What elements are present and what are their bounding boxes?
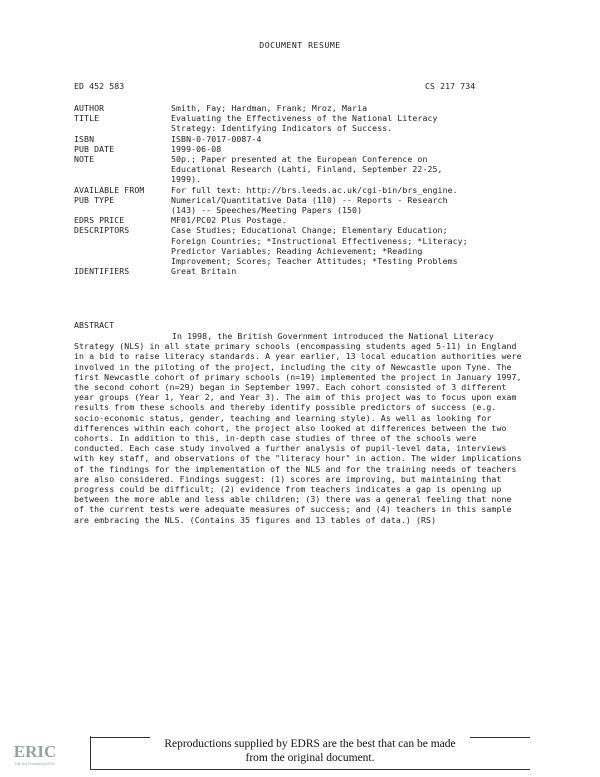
field-author <box>74 103 534 113</box>
field-value: Numerical/Quantitative Data (110) -- Reports - Research (143) -- Speeches/Meeting Papers (150) <box>171 194 448 216</box>
field-value: 1999-06-08 <box>171 143 222 154</box>
field-pub-date <box>74 144 534 154</box>
field-label: PUB TYPE <box>74 194 115 205</box>
field-identifiers <box>74 266 534 276</box>
field-value: MF01/PC02 Plus Postage. <box>171 215 287 226</box>
footer-text <box>90 737 530 765</box>
eric-logo <box>14 738 56 768</box>
field-value: ISBN-0-7017-0087-4 <box>171 133 262 144</box>
field-value: Case Studies; Educational Change; Elementary Education; Foreign Countries; *Instructional Effectiveness; *Literacy; Predictor Variables; Reading Achievement; *Reading Improvement; Scores; Teacher Attitudes; *Testing Problems <box>171 225 468 267</box>
footer-line-2: from the original document. <box>245 752 375 764</box>
eric-logo-subtext: Full Text Provided by ERIC <box>14 762 56 766</box>
field-value: 50p.; Paper presented at the European Conference on Educational Research (Lahti, Finland, September 22-25, 1999). <box>171 154 443 185</box>
field-label: IDENTIFIERS <box>74 266 130 277</box>
field-label: AVAILABLE FROM <box>74 184 145 195</box>
field-isbn <box>74 134 534 144</box>
field-label: PUB DATE <box>74 143 115 154</box>
field-title <box>74 113 534 133</box>
field-label: EDRS PRICE <box>74 215 125 226</box>
field-label: NOTE <box>74 154 95 165</box>
field-value: For full text: http://brs.leeds.ac.uk/cgi-bin/brs_engine. <box>171 184 458 195</box>
abstract-heading: ABSTRACT <box>74 320 115 330</box>
field-pub-type <box>74 195 534 215</box>
eric-logo-text: ERIC <box>14 742 56 761</box>
field-label: AUTHOR <box>74 103 105 113</box>
field-label: TITLE <box>74 113 100 124</box>
field-value: Great Britain <box>171 266 237 277</box>
field-label: ISBN <box>74 133 95 144</box>
footer-rule <box>90 769 530 770</box>
ed-number: ED 452 583 <box>74 81 125 91</box>
field-label: DESCRIPTORS <box>74 225 130 236</box>
field-edrs-price <box>74 215 534 225</box>
document-title: DOCUMENT RESUME <box>259 40 341 50</box>
field-descriptors <box>74 225 534 266</box>
footer-notice <box>90 734 530 772</box>
field-value: Evaluating the Effectiveness of the National Literacy Strategy: Identifying Indicators of Success. <box>171 113 438 134</box>
abstract-text: In 1998, the British Government introduced the National Literacy Strategy (NLS) in all state primary schools (encompassing students aged 5-11) in England in a bid to raise literacy standards. A year earlier, 13 local education authorities were involved in the piloting of the project, including the city of Newcastle upon Tyne. The first Newcastle cohort of primary schools (n=19) implemented the project in January 1997, the second cohort (n=29) began in September 1997. Each cohort consisted of 3 different year groups (Year 1, Year 2, and Year 3). The aim of this project was to focus upon exam results from these schools and thereby identify possible predictors of success (e.g. socio-economic status, gender, teaching and learning style). As well as looking for differences within each cohort, the project also looked at differences between the two cohorts. In addition to this, in-depth case studies of three of the schools were conducted. Each case study involved a further analysis of pupil-level data, interviews with key staff, and observations of the "literacy hour" in action. The wider implications of the findings for the implementation of the NLS and for the training needs of teachers are also considered. Findings suggest: (1) scores are improving, but maintaining that progress could be difficult; (2) evidence from teachers indicates a gap is opening up between the more able and less able children; (3) there was a general feeling that none of the current tests were adequate measures of success; and (4) teachers in this sample are embracing the NLS. (Contains 35 figures and 13 tables of data.) (RS) <box>74 331 522 525</box>
field-available-from <box>74 185 534 195</box>
cs-number: CS 217 734 <box>425 81 476 91</box>
field-note <box>74 154 534 185</box>
metadata-fields <box>74 103 534 276</box>
field-value: Smith, Fay; Hardman, Frank; Mroz, Maria <box>171 103 368 113</box>
footer-line-1: Reproductions supplied by EDRS are the best that can be made <box>164 738 456 750</box>
